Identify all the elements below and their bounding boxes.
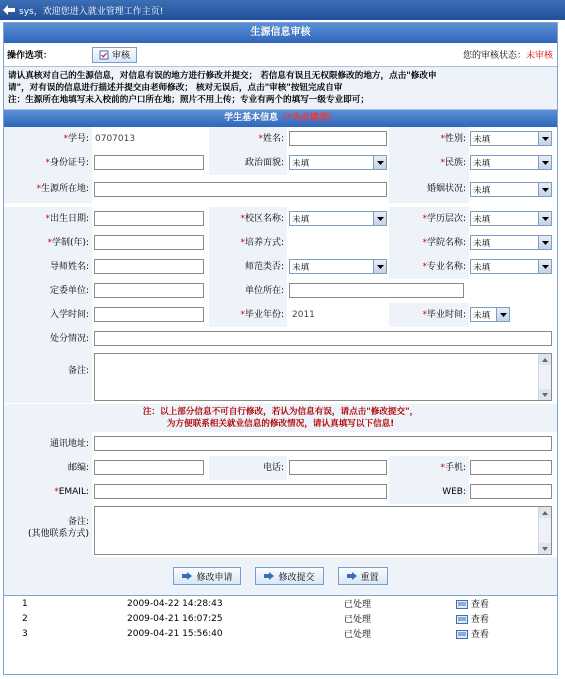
training-label: *培养方式: xyxy=(209,231,287,255)
student-id-label: *学号: xyxy=(4,127,92,151)
arrow-right-icon xyxy=(264,572,274,580)
record-time: 2009-04-22 14:28:43 xyxy=(127,598,223,609)
mobile-input[interactable] xyxy=(470,460,552,475)
record-status: 已处理 xyxy=(344,630,372,640)
chevron-down-icon xyxy=(538,183,551,196)
id-card-label: *身份证号: xyxy=(4,151,92,175)
record-index: 3 xyxy=(22,628,28,639)
unit-loc-input[interactable] xyxy=(289,283,464,298)
marital-select[interactable]: 未填 xyxy=(470,182,552,197)
basic-info-form xyxy=(4,127,557,404)
document-icon xyxy=(456,630,468,639)
sponsor-input[interactable] xyxy=(94,283,204,298)
education-label: *学历层次: xyxy=(389,207,469,231)
note-line-2: 为方便联系相关就业信息的修改情况，请认真填写以下信息! xyxy=(166,419,395,429)
education-select[interactable]: 未填 xyxy=(470,211,552,226)
list-item xyxy=(4,596,557,611)
grad-year-label: *毕业年份: xyxy=(209,303,287,327)
modify-note xyxy=(4,404,557,432)
audit-status-value: 未审核 xyxy=(525,51,553,61)
campus-label: *校区名称: xyxy=(209,207,287,231)
submit-modify-button[interactable]: 修改提交 xyxy=(255,567,323,585)
marital-label: 婚姻状况: xyxy=(389,175,469,203)
email-label: *EMAIL: xyxy=(4,480,92,504)
required-note: （*为必填项） xyxy=(278,113,337,123)
notice-line-1: 请认真核对自己的生源信息，对信息有误的地方进行修改并提交； 若信息有误且无权限修改的地方，点击"修改申 xyxy=(8,71,437,81)
scrollbar[interactable] xyxy=(538,354,551,400)
scroll-down-icon[interactable] xyxy=(539,543,551,554)
record-time: 2009-04-21 16:07:25 xyxy=(127,613,223,624)
scrollbar[interactable] xyxy=(538,507,551,554)
record-time: 2009-04-21 15:56:40 xyxy=(127,628,223,639)
birth-label: *出生日期: xyxy=(4,207,92,231)
punish-input[interactable] xyxy=(94,331,552,346)
web-label: WEB: xyxy=(389,480,469,504)
name-input[interactable] xyxy=(289,131,387,146)
notice-line-3: 注：生源所在地填写未入校前的户口所在地；照片不用上传；专业有两个的填写一级专业即可； xyxy=(8,95,369,105)
chevron-down-icon xyxy=(538,132,551,145)
remark-label: 备注: xyxy=(4,351,92,403)
view-link[interactable]: 查看 xyxy=(456,627,489,640)
audit-icon xyxy=(99,50,109,60)
section-title: 学生基本信息 xyxy=(224,113,279,123)
campus-select[interactable]: 未填 xyxy=(289,211,387,226)
gender-label: *性别: xyxy=(389,127,469,151)
note-line-1: 注：以上部分信息不可自行修改，若认为信息有误，请点击"修改提交"， xyxy=(142,407,419,417)
name-label: *姓名: xyxy=(209,127,287,151)
scroll-up-icon[interactable] xyxy=(539,507,551,518)
enroll-label: 入学时间: xyxy=(4,303,92,327)
instruction-notice xyxy=(4,67,557,110)
main-panel xyxy=(3,22,558,675)
college-label: *学院名称: xyxy=(389,231,469,255)
list-item xyxy=(4,626,557,641)
view-link[interactable]: 查看 xyxy=(456,612,489,625)
scroll-down-icon[interactable] xyxy=(539,389,551,400)
normal-label: 师范类否: xyxy=(209,255,287,279)
major-select[interactable]: 未填 xyxy=(470,259,552,274)
punish-label: 处分情况: xyxy=(4,327,92,351)
mobile-label: *手机: xyxy=(389,456,469,480)
history-list xyxy=(4,595,557,641)
origin-input[interactable] xyxy=(94,182,387,197)
duration-input[interactable] xyxy=(94,235,204,250)
ethnicity-label: *民族: xyxy=(389,151,469,175)
record-index: 2 xyxy=(22,613,28,624)
address-input[interactable] xyxy=(94,436,552,451)
sponsor-label: 定委单位: xyxy=(4,279,92,303)
audit-status xyxy=(463,48,553,61)
top-bar xyxy=(0,0,565,20)
postcode-label: 邮编: xyxy=(4,456,92,480)
email-input[interactable] xyxy=(94,484,387,499)
phone-input[interactable] xyxy=(289,460,387,475)
chevron-down-icon xyxy=(538,236,551,249)
origin-label: *生源所在地: xyxy=(4,175,92,203)
view-link[interactable]: 查看 xyxy=(456,597,489,610)
political-select[interactable]: 未填 xyxy=(289,155,387,170)
record-index: 1 xyxy=(22,598,28,609)
document-icon xyxy=(456,600,468,609)
normal-select[interactable]: 未填 xyxy=(289,259,387,274)
page-title: 生源信息审核 xyxy=(4,23,557,43)
section-header xyxy=(4,110,557,127)
chevron-down-icon xyxy=(538,212,551,225)
back-arrow-icon[interactable] xyxy=(2,4,16,16)
options-label: 操作选项： xyxy=(7,51,53,61)
reset-button[interactable]: 重置 xyxy=(338,567,388,585)
chevron-down-icon xyxy=(373,260,386,273)
duration-label: *学制(年): xyxy=(4,231,92,255)
gender-select[interactable]: 未填 xyxy=(470,131,552,146)
chevron-down-icon xyxy=(373,156,386,169)
unit-loc-label: 单位所在: xyxy=(209,279,287,303)
grad-year-value: 2011 xyxy=(292,310,315,320)
audit-button-label: 审核 xyxy=(112,51,131,61)
scroll-up-icon[interactable] xyxy=(539,354,551,365)
web-input[interactable] xyxy=(470,484,552,499)
contact-form xyxy=(4,432,557,557)
contact-remark-textarea[interactable] xyxy=(94,506,552,555)
enroll-input[interactable] xyxy=(94,307,204,322)
major-label: *专业名称: xyxy=(389,255,469,279)
chevron-down-icon xyxy=(538,156,551,169)
welcome-text: sys，欢迎您进入就业管理工作主页! xyxy=(19,6,164,17)
audit-status-label: 您的审核状态： xyxy=(462,51,526,61)
postcode-input[interactable] xyxy=(94,460,204,475)
political-label: 政治面貌: xyxy=(209,151,287,175)
advisor-input[interactable] xyxy=(94,259,204,274)
chevron-down-icon xyxy=(373,212,386,225)
chevron-down-icon xyxy=(538,260,551,273)
document-icon xyxy=(456,615,468,624)
audit-button[interactable] xyxy=(92,47,137,63)
grad-time-label: *毕业时间: xyxy=(389,303,469,327)
address-label: 通讯地址: xyxy=(4,432,92,456)
notice-line-2: 请"，对有误的信息进行描述并提交由老师修改； 核对无误后，点击"审核"按钮完成自审 xyxy=(8,83,343,93)
remark-textarea[interactable] xyxy=(94,353,552,401)
list-item xyxy=(4,611,557,626)
record-status: 已处理 xyxy=(344,615,372,625)
grad-time-select[interactable]: 未填 xyxy=(470,307,510,322)
ethnicity-select[interactable]: 未填 xyxy=(470,155,552,170)
arrow-right-icon xyxy=(182,572,192,580)
advisor-label: 导师姓名: xyxy=(4,255,92,279)
phone-label: 电话: xyxy=(209,456,287,480)
college-select[interactable]: 未填 xyxy=(470,235,552,250)
apply-modify-button[interactable]: 修改申请 xyxy=(173,567,241,585)
chevron-down-icon xyxy=(496,308,509,321)
options-row xyxy=(4,43,557,67)
action-buttons xyxy=(4,557,557,595)
record-status: 已处理 xyxy=(344,600,372,610)
student-id-value: 0707013 xyxy=(95,134,136,144)
arrow-right-icon xyxy=(347,572,357,580)
birth-input[interactable] xyxy=(94,211,204,226)
contact-remark-label: 备注: (其他联系方式) xyxy=(4,504,92,557)
id-card-input[interactable] xyxy=(94,155,204,170)
